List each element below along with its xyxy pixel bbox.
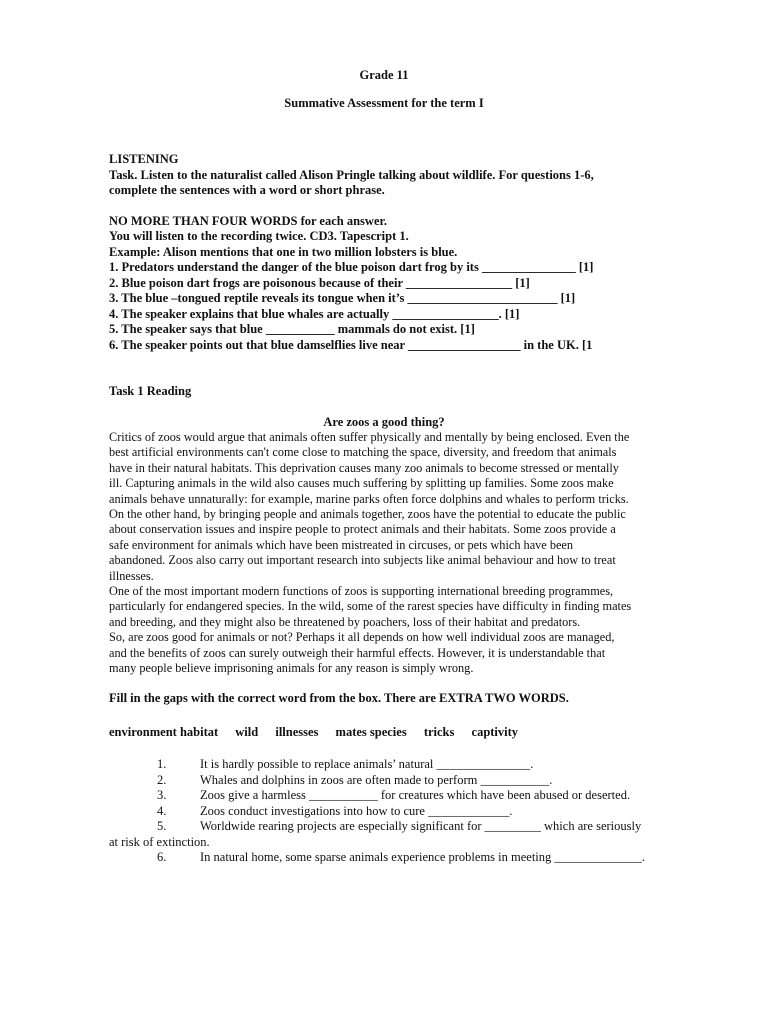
listening-instruction: You will listen to the recording twice. CD3. Tapescript 1. [109,229,409,243]
item-text: Zoos conduct investigations into how to cure _____________. [200,803,513,818]
passage-line: Critics of zoos would argue that animals often suffer physically and mentally by being enclosed. Even the [109,430,630,444]
item-number: 3. [157,788,167,803]
item-text: Whales and dolphins in zoos are often made to perform ___________. [200,772,553,787]
item-number: 5. [157,819,167,834]
listening-question: 2. Blue poison dart frogs are poisonous because of their _________________ [1] [109,275,530,290]
word-box-item: mates species [335,725,407,739]
word-box [109,725,532,741]
passage-line: animals behave unnaturally: for example, marine parks often force dolphins and whales to perform tricks. [109,491,629,506]
listening-task-line: Task. Listen to the naturalist called Alison Pringle talking about wildlife. For questions 1-6, [109,167,594,182]
passage-title: Are zoos a good thing? [323,415,445,429]
word-box-item: captivity [471,725,519,739]
gap-fill-item [109,788,709,804]
passage-line: abandoned. Zoos also carry out important research into subjects like animal behaviour and how to treat [109,553,616,568]
reading-heading: Task 1 Reading [109,384,192,398]
passage-line: ill. Capturing animals in the wild also causes much suffering by splitting up families. Some zoos make [109,476,614,491]
passage-line: many people believe imprisoning animals for any reason is simply wrong. [109,661,474,676]
listening-example: Example: Alison mentions that one in two million lobsters is blue. [109,244,458,259]
passage-line: best artificial environments can't come close to matching the space, diversity, and freedom that animals [109,445,617,460]
item-number: 2. [157,772,167,787]
grade-heading: Grade 11 [359,68,409,82]
item-text: It is hardly possible to replace animals’ natural _______________. [200,757,534,771]
passage-line: and breeding, and they might also be threatened by poachers, loss of their habitat and predators. [109,614,581,629]
gap-fill-list [109,757,709,866]
item-text-continuation: at risk of extinction. [109,834,210,849]
listening-task-line: complete the sentences with a word or short phrase. [109,183,385,197]
passage-line: safe environment for animals which have been mistreated in circuses, or pets which have been [109,537,574,552]
item-number: 6. [157,850,167,865]
listening-heading: LISTENING [109,152,179,166]
assessment-title: Summative Assessment for the term I [284,96,484,110]
item-text: In natural home, some sparse animals experience problems in meeting ______________. [200,850,646,865]
item-text: Zoos give a harmless ___________ for creatures which have been abused or deserted. [200,788,631,803]
passage-line: So, are zoos good for animals or not? Perhaps it all depends on how well individual zoos are managed, [109,630,615,645]
passage-line: and the benefits of zoos can surely outweigh their harmful effects. However, it is understandable that [109,645,606,660]
passage-line: On the other hand, by bringing people and animals together, zoos have the potential to educate the public [109,507,626,522]
gap-fill-item [109,773,709,789]
gap-fill-item [109,819,709,850]
gap-fill-item [109,757,709,773]
listening-question: 4. The speaker explains that blue whales are actually _________________. [1] [109,306,520,321]
gap-fill-instruction: Fill in the gaps with the correct word from the box. There are EXTRA TWO WORDS. [109,691,569,705]
listening-instruction: NO MORE THAN FOUR WORDS for each answer. [109,213,388,228]
listening-section [109,152,699,353]
item-number: 1. [157,757,167,771]
item-text: Worldwide rearing projects are especially significant for _________ which are seriously [200,819,642,834]
item-number: 4. [157,803,167,818]
passage-line: have in their natural habitats. This deprivation causes many zoo animals to become stressed or mentally [109,460,619,475]
listening-question: 6. The speaker points out that blue damselflies live near __________________ in the UK. [1 [109,337,593,352]
gap-fill-item [109,804,709,820]
word-box-item: illnesses [275,725,319,739]
gap-fill-item [109,850,709,866]
passage-line: about conservation issues and inspire people to protect animals and their habitats. Some zoos provide a [109,522,616,537]
listening-question: 5. The speaker says that blue ___________ mammals do not exist. [1] [109,322,475,336]
passage-line: particularly for endangered species. In the wild, some of the rarest species have difficulty in finding mates [109,599,632,614]
word-box-item: wild [235,725,259,739]
passage-line: illnesses. [109,568,154,583]
listening-question: 3. The blue –tongued reptile reveals its tongue when it’s ________________________ [1] [109,291,576,305]
word-box-item: environment habitat [109,725,219,739]
listening-question: 1. Predators understand the danger of the blue poison dart frog by its _______________ [1] [109,260,594,274]
reading-passage [109,430,709,677]
passage-line: One of the most important modern functions of zoos is supporting international breeding programmes, [109,584,614,599]
word-box-item: tricks [423,725,455,739]
